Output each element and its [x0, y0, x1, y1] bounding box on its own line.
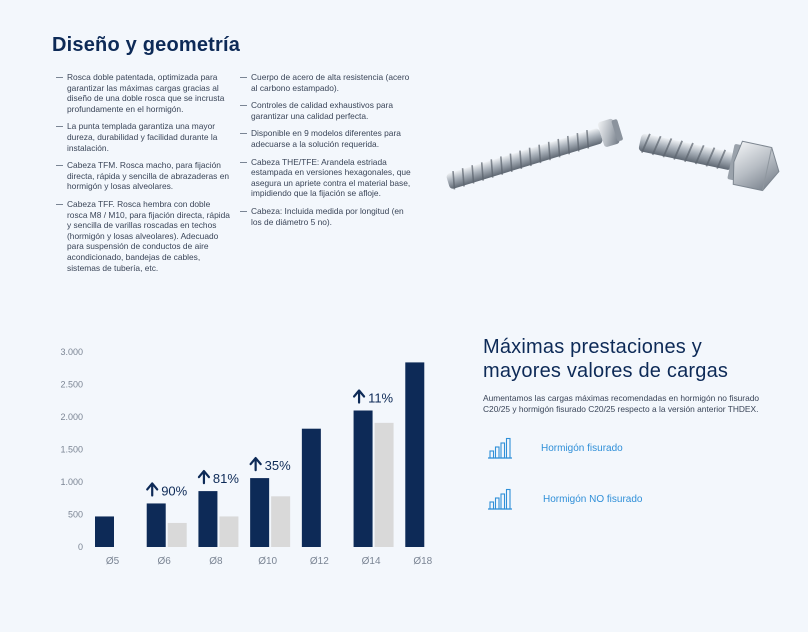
annotation-label: 81% [212, 471, 239, 487]
legend-fisurado [487, 437, 623, 459]
x-tick-label: Ø18 [413, 556, 433, 567]
feature-text: Rosca doble patentada, optimizada para garantizar las máximas cargas gracias al diseño de una doble rosca que se incrusta profundamente en el hormigón. [67, 72, 225, 114]
bar-fisurado [250, 478, 269, 547]
dash-icon [240, 133, 247, 134]
bar-no-fisurado [168, 523, 187, 547]
dash-icon [240, 211, 247, 212]
x-tick-label: Ø14 [361, 556, 381, 567]
bar-no-fisurado [271, 496, 290, 547]
chart-svg [55, 342, 465, 572]
performance-title-line2: mayores valores de cargas [483, 360, 729, 382]
dash-icon [56, 77, 63, 78]
screw-left [444, 117, 624, 194]
feature-text: Cabeza: Incluida medida por longitud (en los de diámetro 5 no). [251, 205, 404, 227]
dash-icon [56, 126, 63, 127]
up-arrow-icon [251, 458, 261, 470]
y-tick-label: 3.000 [60, 347, 83, 357]
dash-icon [56, 204, 63, 205]
feature-item [56, 160, 231, 192]
feature-text: Cabeza TFF. Rosca hembra con doble rosca M8 / M10, para fijación directa, rápida y sencilla de varillas roscadas en techos (hormigón y losas alveolares). Adecuado para suspensión de conductos de aire acondicionado, bandejas de cables, sistemas de tubería, etc. [67, 198, 230, 273]
x-tick-label: Ø8 [209, 556, 223, 567]
up-arrow-icon [199, 471, 209, 483]
annotation-label: 11% [368, 390, 394, 406]
performance-title-line1: Máximas prestaciones y [483, 336, 702, 358]
y-tick-label: 2.500 [60, 379, 83, 390]
feature-item [56, 199, 231, 273]
page-title: Diseño y geometría [52, 34, 241, 56]
bar-chart-icon [487, 437, 513, 459]
bar-fisurado [354, 411, 373, 548]
feature-item [240, 100, 415, 121]
bar-chart-icon [487, 488, 513, 510]
x-tick-label: Ø12 [309, 556, 329, 567]
dash-icon [240, 77, 247, 78]
y-tick-label: 500 [67, 509, 83, 520]
annotation-label: 90% [161, 483, 188, 499]
y-tick-label: 1.000 [60, 477, 83, 487]
legend-label: Hormigón fisurado [541, 442, 623, 454]
performance-title [483, 335, 783, 383]
feature-text: Cuerpo de acero de alta resistencia (acero al carbono estampado). [251, 72, 410, 93]
x-tick-label: Ø10 [258, 556, 278, 567]
feature-item [240, 128, 415, 149]
dash-icon [240, 162, 247, 163]
feature-text: Cabeza THE/TFE: Arandela estriada estampada en versiones hexagonales, que asegura un apriete contra el material base, impidiendo que la fijación se afloje. [251, 156, 411, 199]
dash-icon [56, 165, 63, 166]
feature-item [56, 72, 231, 114]
x-tick-label: Ø5 [105, 556, 120, 567]
bar-no-fisurado [375, 423, 394, 547]
bar-fisurado [405, 362, 424, 547]
annotation-label: 35% [264, 458, 291, 474]
feature-text: Disponible en 9 modelos diferentes para adecuarse a la solución requerida. [251, 128, 401, 149]
bar-fisurado [198, 491, 217, 547]
y-tick-label: 0 [77, 542, 83, 552]
performance-description: Aumentamos las cargas máximas recomendadas en hormigón no fisurado C20/25 y hormigón fisurado C20/25 respecto a la versión anterior THDEX. [483, 393, 760, 414]
dash-icon [240, 105, 247, 106]
feature-text: Cabeza TFM. Rosca macho, para fijación directa, rápida y sencilla de abrazaderas en hormigón y losas alveolares. [67, 160, 230, 192]
bar-no-fisurado [219, 516, 238, 547]
bar-fisurado [95, 516, 114, 547]
screw-right [635, 120, 783, 193]
y-tick-label: 2.000 [60, 412, 83, 422]
bar-fisurado [147, 503, 166, 547]
legend-no-fisurado [487, 488, 642, 510]
y-tick-label: 1.500 [60, 444, 83, 455]
up-arrow-icon [147, 483, 157, 495]
features-left-list [56, 72, 231, 280]
feature-item [240, 206, 415, 227]
screws-image [440, 112, 790, 222]
feature-item [240, 157, 415, 199]
x-tick-label: Ø6 [157, 556, 171, 567]
up-arrow-icon [354, 391, 364, 403]
feature-item [240, 72, 415, 93]
feature-item [56, 121, 231, 153]
feature-text: Controles de calidad exhaustivos para garantizar una calidad perfecta. [251, 100, 393, 121]
features-right-list [240, 72, 415, 234]
bar-fisurado [302, 429, 321, 547]
legend-label: Hormigón NO fisurado [543, 493, 643, 505]
feature-text: La punta templada garantiza una mayor dureza, durabilidad y facilidad durante la instalación. [67, 121, 218, 153]
load-chart [55, 342, 465, 572]
